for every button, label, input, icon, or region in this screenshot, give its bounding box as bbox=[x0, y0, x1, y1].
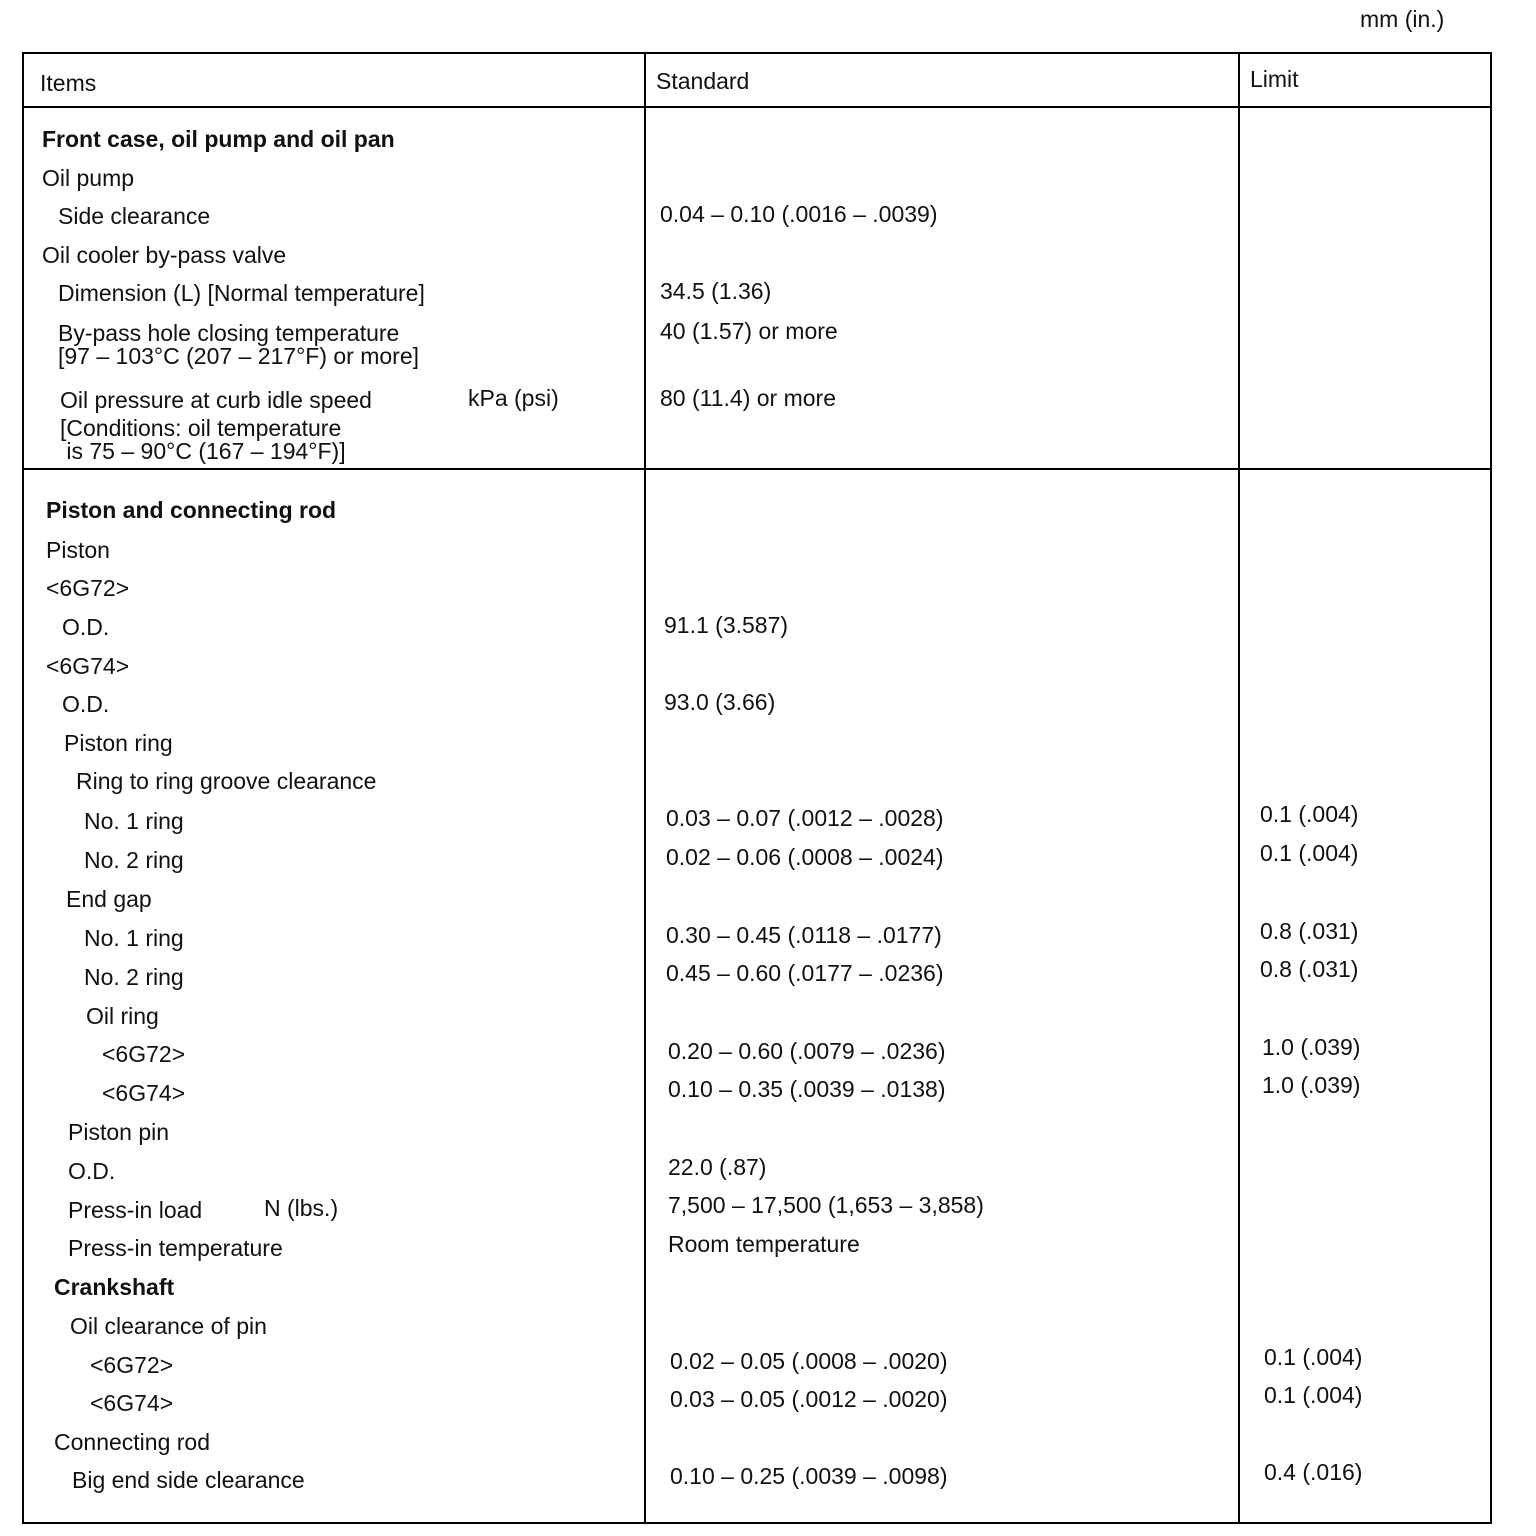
item-label: No. 1 ring bbox=[84, 808, 184, 834]
item-label: Oil cooler by-pass valve bbox=[42, 242, 287, 268]
item-label: O.D. bbox=[62, 691, 110, 717]
model-label: <6G72> bbox=[46, 575, 130, 601]
specifications-table bbox=[22, 52, 1492, 1524]
model-label: <6G74> bbox=[102, 1080, 186, 1106]
item-label: Oil clearance of pin bbox=[70, 1313, 267, 1339]
standard-value: 0.10 – 0.35 (.0039 – .0138) bbox=[668, 1076, 946, 1102]
item-label: Connecting rod bbox=[54, 1429, 210, 1455]
section-title: Piston and connecting rod bbox=[46, 497, 337, 523]
model-label: <6G72> bbox=[90, 1352, 174, 1378]
standard-value: 0.04 – 0.10 (.0016 – .0039) bbox=[660, 201, 938, 227]
item-label: No. 1 ring bbox=[84, 925, 184, 951]
item-label: Ring to ring groove clearance bbox=[76, 768, 377, 794]
condition-note: [Conditions: oil temperature is 75 – 90°C (167 – 194°F)] bbox=[60, 415, 346, 464]
standard-value: 7,500 – 17,500 (1,653 – 3,858) bbox=[668, 1192, 984, 1218]
item-label: By-pass hole closing temperature [97 – 103°C (207 – 217°F) or more] bbox=[58, 320, 420, 369]
standard-value: 0.30 – 0.45 (.0118 – .0177) bbox=[666, 922, 942, 948]
section-title: Front case, oil pump and oil pan bbox=[42, 126, 395, 152]
standard-value: 0.02 – 0.05 (.0008 – .0020) bbox=[670, 1348, 948, 1374]
limit-value: 0.1 (.004) bbox=[1260, 840, 1359, 866]
item-label: Crankshaft bbox=[54, 1274, 175, 1300]
limit-value: 0.8 (.031) bbox=[1260, 956, 1359, 982]
limit-value: 0.1 (.004) bbox=[1264, 1382, 1363, 1408]
model-label: <6G72> bbox=[102, 1041, 186, 1067]
standard-value: Room temperature bbox=[668, 1231, 860, 1257]
header-standard: Standard bbox=[656, 68, 750, 94]
standard-value: 0.03 – 0.05 (.0012 – .0020) bbox=[670, 1386, 948, 1412]
standard-value: 80 (11.4) or more bbox=[660, 385, 836, 411]
section-divider bbox=[24, 468, 1490, 470]
item-label: No. 2 ring bbox=[84, 964, 184, 990]
standard-value: 0.20 – 0.60 (.0079 – .0236) bbox=[668, 1038, 946, 1064]
item-label: Side clearance bbox=[58, 203, 211, 229]
limit-value: 0.8 (.031) bbox=[1260, 918, 1359, 944]
item-label: Piston bbox=[46, 537, 110, 563]
standard-value: 34.5 (1.36) bbox=[660, 278, 772, 304]
column-divider-standard bbox=[644, 54, 646, 1522]
item-label: O.D. bbox=[62, 614, 110, 640]
unit-note: kPa (psi) bbox=[468, 385, 559, 411]
limit-value: 1.0 (.039) bbox=[1262, 1072, 1361, 1098]
item-label: Big end side clearance bbox=[72, 1467, 305, 1493]
item-label: Piston ring bbox=[64, 730, 173, 756]
standard-value: 40 (1.57) or more bbox=[660, 318, 838, 344]
header-limit: Limit bbox=[1250, 66, 1299, 92]
standard-value: 0.10 – 0.25 (.0039 – .0098) bbox=[670, 1463, 948, 1489]
header-items: Items bbox=[40, 70, 97, 96]
item-label: Press-in temperature bbox=[68, 1235, 283, 1261]
item-label: Oil pump bbox=[42, 165, 135, 191]
item-label: Oil pressure at curb idle speed bbox=[60, 387, 372, 413]
model-label: <6G74> bbox=[46, 653, 130, 679]
standard-value: 0.03 – 0.07 (.0012 – .0028) bbox=[666, 805, 944, 831]
model-label: <6G74> bbox=[90, 1390, 174, 1416]
unit-note: N (lbs.) bbox=[264, 1195, 339, 1221]
standard-value: 0.45 – 0.60 (.0177 – .0236) bbox=[666, 960, 944, 986]
item-label: Dimension (L) [Normal temperature] bbox=[58, 280, 425, 306]
item-label: Piston pin bbox=[68, 1119, 170, 1145]
item-label: No. 2 ring bbox=[84, 847, 184, 873]
limit-value: 0.1 (.004) bbox=[1264, 1344, 1363, 1370]
limit-value: 0.1 (.004) bbox=[1260, 801, 1359, 827]
header-divider bbox=[24, 106, 1490, 108]
standard-value: 93.0 (3.66) bbox=[664, 689, 776, 715]
item-label: End gap bbox=[66, 886, 152, 912]
column-divider-limit bbox=[1238, 54, 1240, 1522]
unit-label: mm (in.) bbox=[1360, 6, 1445, 32]
limit-value: 0.4 (.016) bbox=[1264, 1459, 1363, 1485]
item-label: O.D. bbox=[68, 1158, 116, 1184]
standard-value: 22.0 (.87) bbox=[668, 1154, 767, 1180]
standard-value: 91.1 (3.587) bbox=[664, 612, 789, 638]
limit-value: 1.0 (.039) bbox=[1262, 1034, 1361, 1060]
item-label: Press-in load bbox=[68, 1197, 203, 1223]
standard-value: 0.02 – 0.06 (.0008 – .0024) bbox=[666, 844, 944, 870]
item-label: Oil ring bbox=[86, 1003, 159, 1029]
